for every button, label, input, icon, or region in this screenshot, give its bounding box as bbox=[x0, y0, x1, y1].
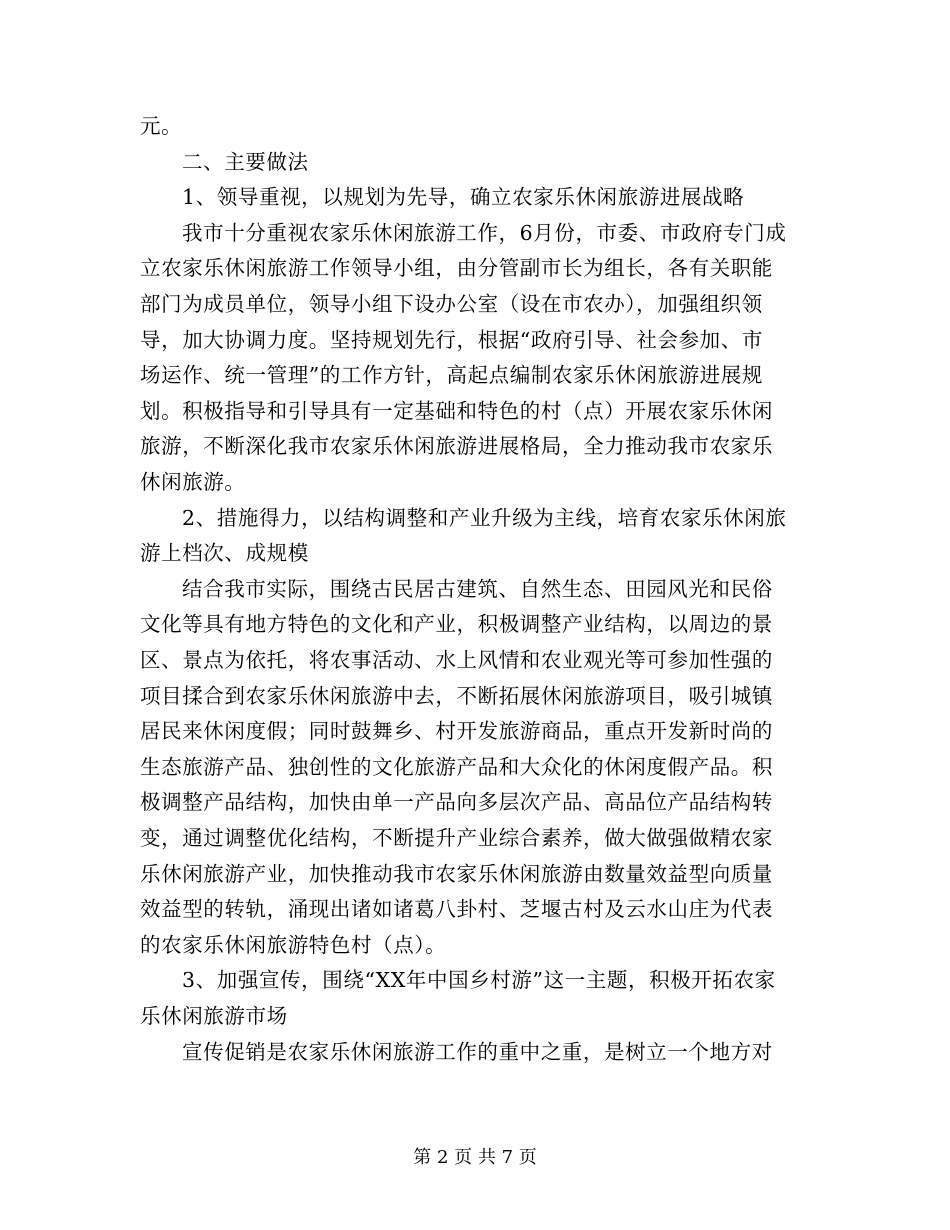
text-line: 文化等具有地方特色的文化和产业，积极调整产业结构，以周边的景 bbox=[140, 612, 773, 637]
text-line: 3、加强宣传，围绕“XX年中国乡村游”这一主题，积极开拓农家 bbox=[182, 968, 776, 993]
text-line: 结合我市实际，围绕古民居古建筑、自然生态、田园风光和民俗 bbox=[182, 576, 773, 601]
text-line: 1、领导重视，以规划为先导，确立农家乐休闲旅游进展战略 bbox=[182, 185, 745, 210]
text-line: 我市十分重视农家乐休闲旅游工作，6月份，市委、市政府专门成 bbox=[182, 220, 787, 245]
text-line: 乐休闲旅游产业，加快推动我市农家乐休闲旅游由数量效益型向质量 bbox=[140, 861, 773, 886]
text-line: 效益型的转轨，涌现出诸如诸葛八卦村、芝堰古村及云水山庄为代表 bbox=[140, 897, 773, 922]
text-line: 2、措施得力，以结构调整和产业升级为主线，培育农家乐休闲旅 bbox=[182, 505, 787, 530]
text-line: 项目揉合到农家乐休闲旅游中去，不断拓展休闲旅游项目，吸引城镇 bbox=[140, 683, 773, 708]
text-line: 生态旅游产品、独创性的文化旅游产品和大众化的休闲度假产品。积 bbox=[140, 754, 773, 779]
text-line: 游上档次、成规模 bbox=[140, 541, 309, 566]
text-line: 乐休闲旅游市场 bbox=[140, 1004, 288, 1028]
text-line: 二、主要做法 bbox=[182, 149, 309, 174]
text-line: 的农家乐休闲旅游特色村（点）。 bbox=[140, 932, 447, 957]
text-line: 极调整产品结构，加快由单一产品向多层次产品、高品位产品结构转 bbox=[140, 790, 773, 815]
text-line: 立农家乐休闲旅游工作领导小组，由分管副市长为组长，各有关职能 bbox=[140, 256, 773, 281]
text-line: 休闲旅游。 bbox=[140, 470, 246, 494]
text-line: 场运作、统一管理”的工作方针，高起点编制农家乐休闲旅游进展规 bbox=[140, 363, 763, 388]
text-line: 导，加大协调力度。坚持规划先行，根据“政府引导、社会参加、市 bbox=[140, 327, 763, 352]
text-line: 区、景点为依托，将农事活动、水上风情和农业观光等可参加性强的 bbox=[140, 648, 773, 672]
text-line: 划。积极指导和引导具有一定基础和特色的村（点）开展农家乐休闲 bbox=[140, 398, 773, 423]
page-footer: 第 2 页 共 7 页 bbox=[413, 1147, 537, 1168]
text-line: 元。 bbox=[140, 114, 183, 138]
text-line: 部门为成员单位，领导小组下设办公室（设在市农办），加强组织领 bbox=[140, 292, 763, 316]
text-line: 宣传促销是农家乐休闲旅游工作的重中之重，是树立一个地方对 bbox=[182, 1039, 773, 1064]
text-line: 旅游，不断深化我市农家乐休闲旅游进展格局，全力推动我市农家乐 bbox=[140, 434, 773, 459]
text-line: 居民来休闲度假；同时鼓舞乡、村开发旅游商品，重点开发新时尚的 bbox=[140, 719, 773, 744]
text-line: 变，通过调整优化结构，不断提升产业综合素养，做大做强做精农家 bbox=[140, 826, 773, 850]
